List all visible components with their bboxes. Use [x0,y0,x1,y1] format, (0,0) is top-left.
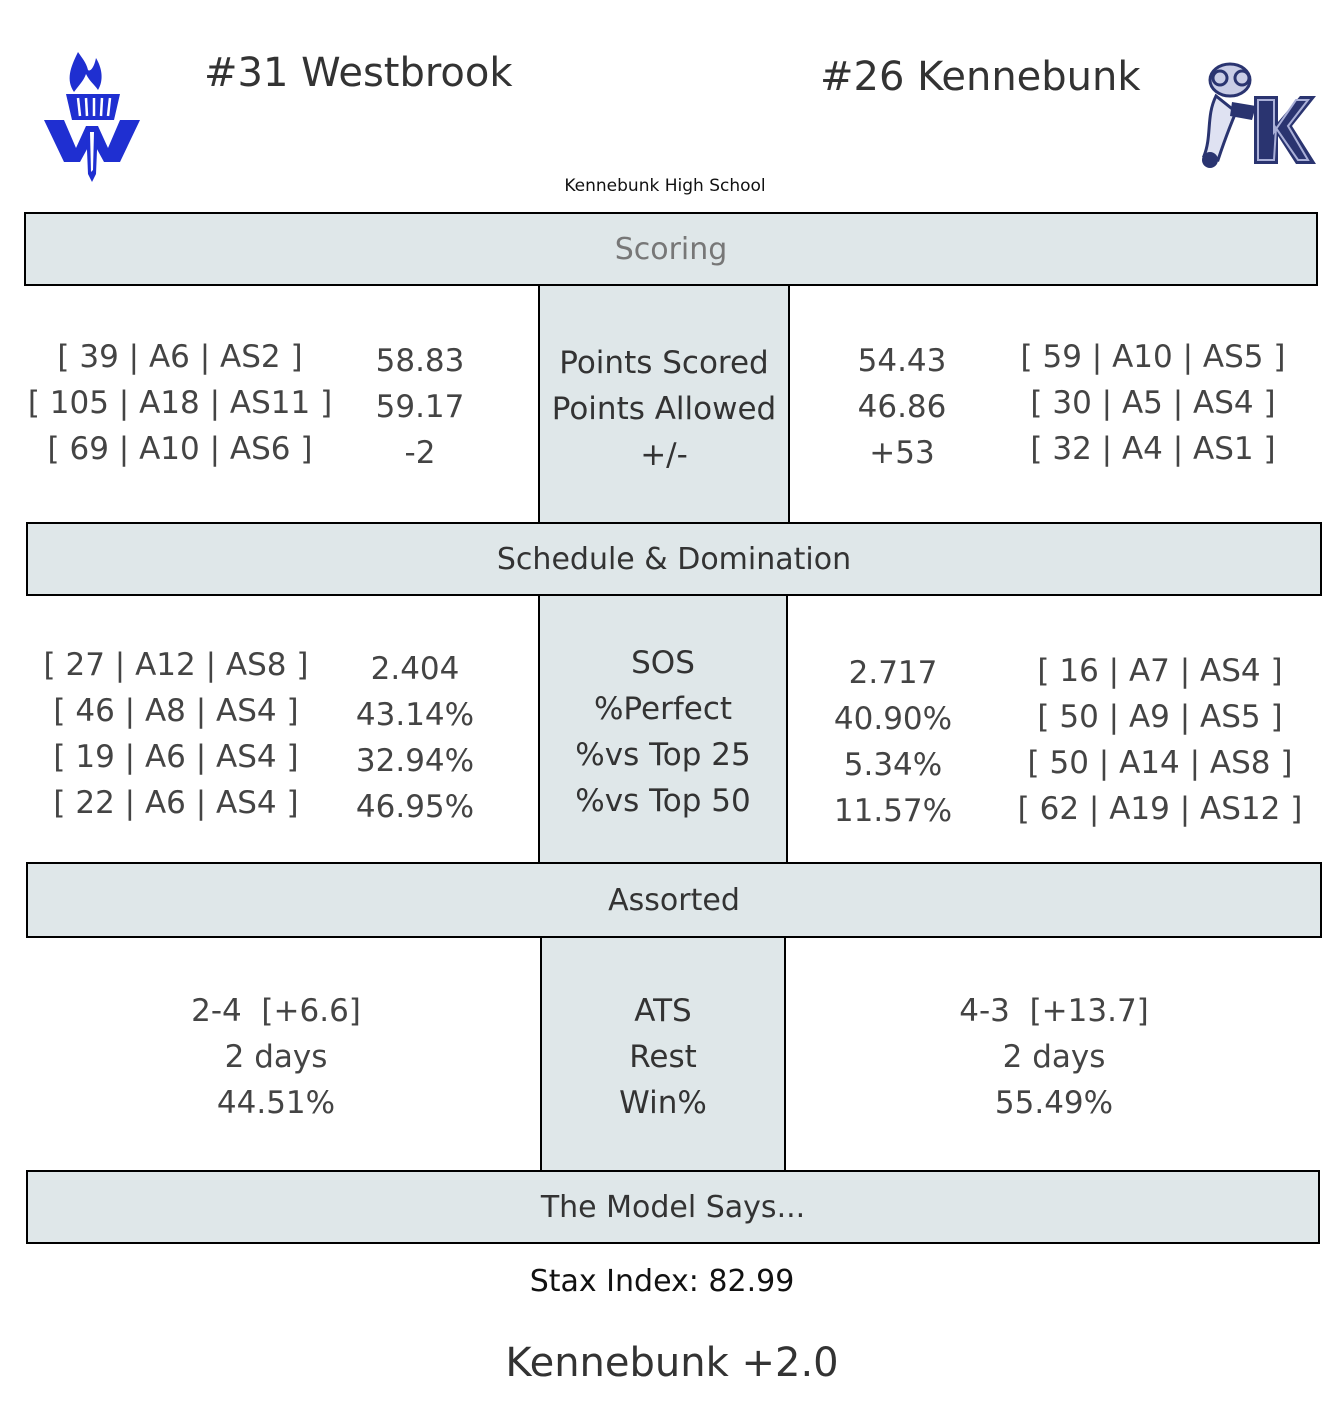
value-row: 46.95% [355,789,475,825]
value-row: 58.83 [375,343,465,379]
value-row: 2-4 [+6.6] [191,993,361,1029]
assorted-away-values [100,988,452,1126]
schedule-labels [540,640,786,824]
value-row: 54.43 [857,343,947,379]
schedule-home-values [808,650,978,834]
venue-label: Kennebunk High School [564,176,766,196]
value-row: 44.51% [216,1085,336,1121]
westbrook-logo [40,50,145,185]
rank-row: [ 59 | A10 | AS5 ] [1020,339,1286,375]
value-row: 2 days [224,1039,328,1075]
assorted-labels [542,988,784,1126]
stax-index: Stax Index: 82.99 [529,1264,795,1299]
rank-row: [ 30 | A5 | AS4 ] [1030,385,1276,421]
scoring-home-ranks [1000,334,1306,472]
value-row: 2 days [1002,1039,1106,1075]
value-row: 46.86 [857,389,947,425]
scoring-away-values [340,338,500,476]
value-row: 2.717 [848,655,938,691]
rank-row: [ 69 | A10 | AS6 ] [47,431,313,467]
kennebunk-logo [1196,56,1318,172]
rank-row: [ 46 | A8 | AS4 ] [53,693,299,729]
rank-row: [ 22 | A6 | AS4 ] [53,785,299,821]
label-row: Points Allowed [551,391,777,427]
scoring-header: Scoring [24,212,1318,286]
scoring-away-ranks [20,334,340,472]
value-row: 11.57% [833,793,953,829]
rank-row: [ 39 | A6 | AS2 ] [57,339,303,375]
rank-row: [ 27 | A12 | AS8 ] [43,647,309,683]
assorted-home-values [878,988,1230,1126]
scoring-labels [540,340,788,478]
label-row: %vs Top 25 [575,737,751,773]
label-row: ATS [634,993,692,1029]
home-team-title: #26 Kennebunk [820,54,1141,100]
rank-row: [ 19 | A6 | AS4 ] [53,739,299,775]
schedule-home-ranks [1000,648,1320,832]
rank-row: [ 16 | A7 | AS4 ] [1037,653,1283,689]
schedule-away-ranks [20,642,332,826]
value-row: 2.404 [370,651,460,687]
value-row: 40.90% [833,701,953,737]
label-row: SOS [631,645,695,681]
model-header: The Model Says... [26,1170,1320,1244]
scoring-home-values [822,338,982,476]
model-verdict: Kennebunk +2.0 [505,1340,839,1386]
value-row: 5.34% [843,747,943,783]
rank-row: [ 105 | A18 | AS11 ] [27,385,333,421]
value-row: 32.94% [355,743,475,779]
schedule-header: Schedule & Domination [26,522,1322,596]
value-row: +53 [869,435,935,471]
value-row: 55.49% [994,1085,1114,1121]
value-row: 59.17 [375,389,465,425]
away-team-title: #31 Westbrook [204,50,513,96]
label-row: Win% [619,1085,707,1121]
rank-row: [ 32 | A4 | AS1 ] [1030,431,1276,467]
value-row: -2 [404,435,436,471]
rank-row: [ 50 | A14 | AS8 ] [1027,745,1293,781]
label-row: Points Scored [559,345,769,381]
label-row: %vs Top 50 [575,783,751,819]
label-row: %Perfect [593,691,733,727]
assorted-header: Assorted [26,862,1322,938]
schedule-away-values [330,646,500,830]
rank-row: [ 50 | A9 | AS5 ] [1037,699,1283,735]
label-row: +/- [640,437,688,473]
rank-row: [ 62 | A19 | AS12 ] [1017,791,1303,827]
value-row: 4-3 [+13.7] [959,993,1149,1029]
value-row: 43.14% [355,697,475,733]
label-row: Rest [629,1039,697,1075]
